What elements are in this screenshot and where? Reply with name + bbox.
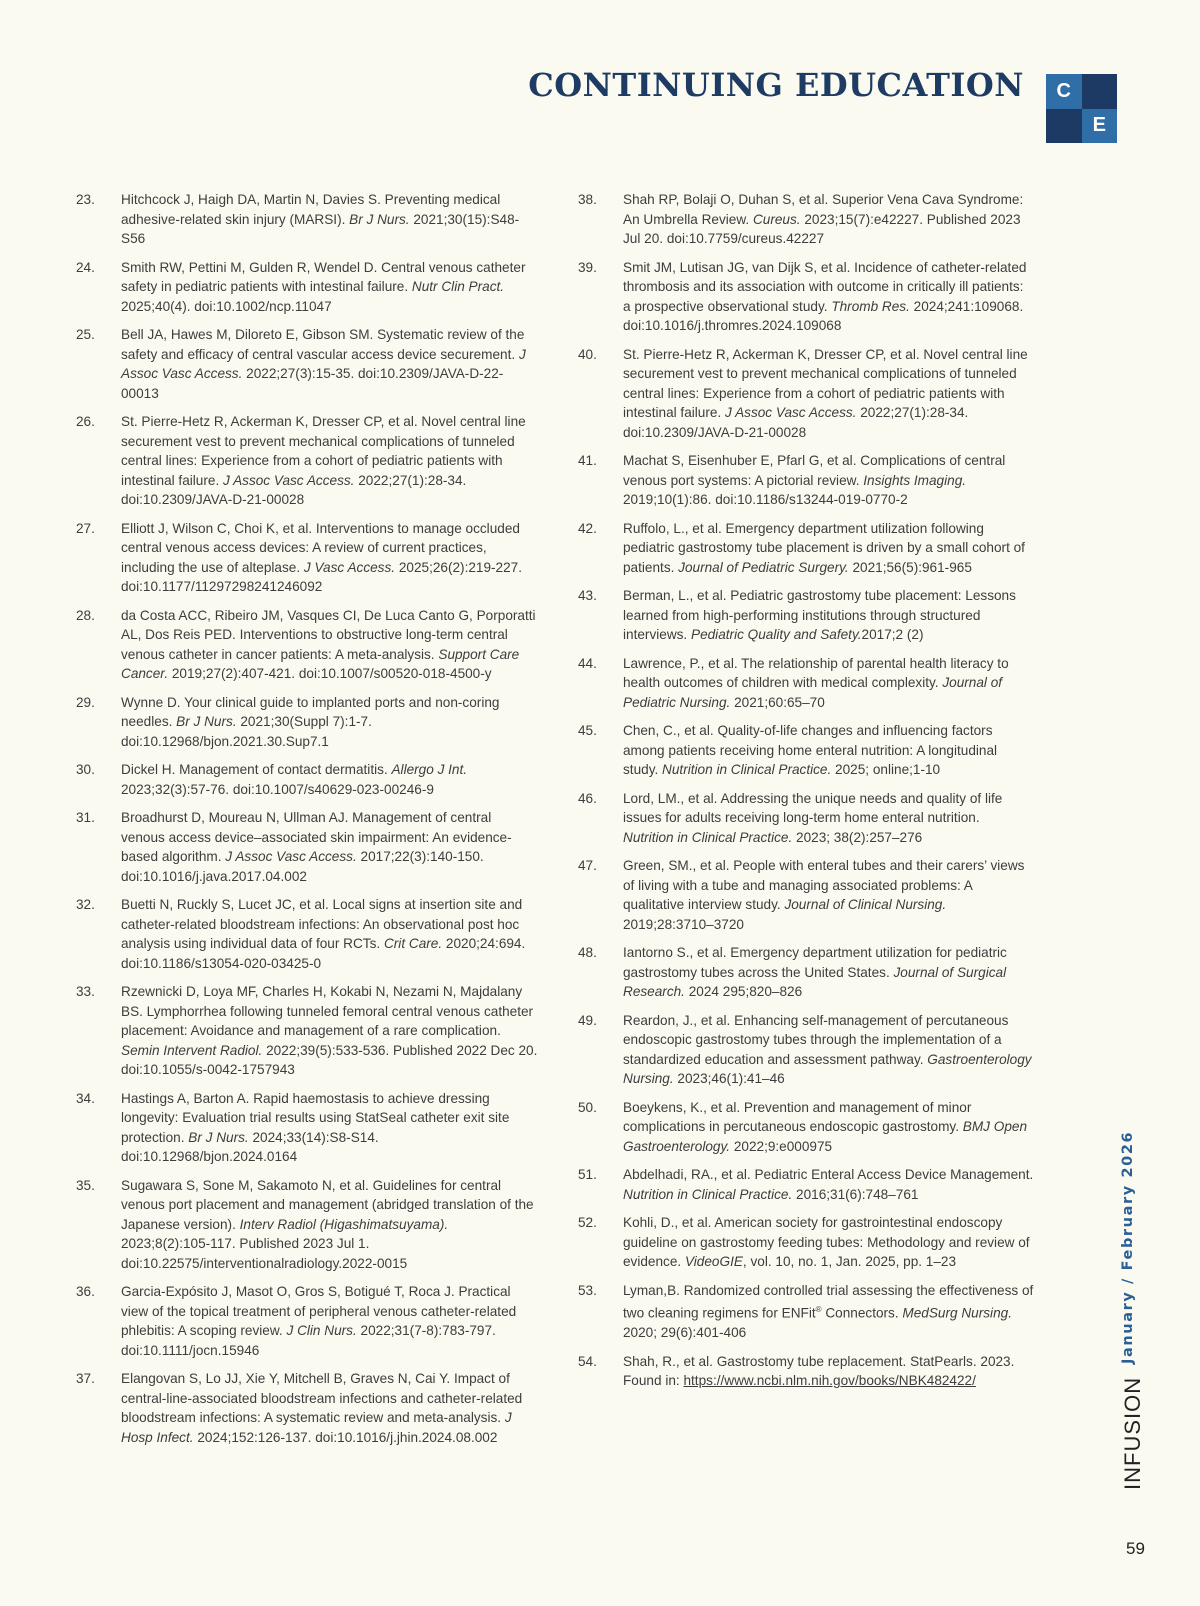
reference-item <box>76 325 538 403</box>
reference-text-segment: Machat S, Eisenhuber E, Pfarl G, et al. Complications of central venous port systems: A pictorial review. <box>623 453 1006 488</box>
reference-text <box>121 1369 538 1447</box>
reference-text <box>623 190 1034 249</box>
ce-logo-block <box>1082 74 1118 109</box>
reference-text <box>623 519 1034 578</box>
reference-text-segment: Kohli, D., et al. American society for gastrointestinal endoscopy guideline on gastrostomy feeding tubes: Methodology and review of evidence. <box>623 1215 1030 1269</box>
reference-text-segment: 2019;28:3710–3720 <box>623 916 744 932</box>
journal-name: Support Care Cancer. <box>121 646 520 681</box>
reference-text-segment: 2025;26(2):219-227. doi:10.1177/11297298241246092 <box>121 559 523 594</box>
reference-text <box>121 325 538 403</box>
reference-text-segment: 2019;10(1):86. doi:10.1186/s13244-019-0770-2 <box>623 492 908 507</box>
reference-text <box>121 760 538 799</box>
reference-text <box>121 693 538 752</box>
reference-text-segment: Wynne D. Your clinical guide to implanted ports and non-coring needles. <box>121 694 500 729</box>
reference-number: 44. <box>578 655 597 671</box>
reference-text <box>121 606 538 684</box>
reference-item <box>76 1089 538 1167</box>
reference-text <box>623 586 1034 645</box>
reference-text-segment: Boeykens, K., et al. Prevention and management of minor complications in percutaneous endoscopic gastrostomy. <box>623 1099 972 1134</box>
reference-item <box>578 789 1034 848</box>
section-title: CONTINUING EDUCATION <box>528 66 1024 104</box>
reference-text <box>623 789 1034 848</box>
reference-text <box>623 1165 1034 1204</box>
reference-item <box>76 519 538 597</box>
journal-name: Crit Care. <box>383 936 443 951</box>
journal-name: Nutr Clin Pract. <box>411 279 505 294</box>
reference-text-segment: Lawrence, P., et al. The relationship of parental health literacy to health outcomes of children with medical complexity. <box>623 655 1009 690</box>
reference-text-segment: 2022;27(1):28-34. doi:10.2309/JAVA-D-21-00028 <box>121 472 467 507</box>
journal-name: Br J Nurs. <box>349 211 410 227</box>
reference-text <box>121 519 538 597</box>
reference-text <box>121 1089 538 1167</box>
reference-text-segment: Smith RW, Pettini M, Gulden R, Wendel D. Central venous catheter safety in pediatric patients with intestinal failure. <box>121 259 526 294</box>
reference-text <box>121 895 538 973</box>
reference-text-segment: Elangovan S, Lo JJ, Xie Y, Mitchell B, Graves N, Cai Y. Impact of central-line-associated bloodstream infections and catheter-related bloodstream infections: A systematic review and meta-analysis. <box>121 1371 523 1425</box>
reference-text-segment: Lyman,B. Randomized controlled trial assessing the effectiveness of two cleaning regimens for ENFit <box>623 1282 1034 1321</box>
reference-number: 27. <box>76 520 95 536</box>
reference-item <box>578 721 1034 780</box>
reference-number: 30. <box>76 762 95 777</box>
reference-text-segment: 2021;30(Suppl 7):1-7. doi:10.12968/bjon.2021.30.Sup7.1 <box>121 714 372 749</box>
journal-name: J Assoc Vasc Access. <box>725 405 857 420</box>
journal-name: Journal of Pediatric Surgery. <box>678 559 849 575</box>
reference-number: 51. <box>578 1167 597 1182</box>
reference-text <box>623 1098 1034 1157</box>
reference-number: 47. <box>578 858 597 873</box>
journal-name: Nutrition in Clinical Practice. <box>623 829 793 845</box>
reference-item <box>76 258 538 317</box>
reference-item <box>578 519 1034 578</box>
reference-number: 26. <box>76 414 95 429</box>
reference-number: 45. <box>578 723 597 738</box>
journal-name: Gastroenterology Nursing. <box>623 1051 1032 1086</box>
journal-name: Interv Radiol (Higashimatsuyama). <box>239 1216 449 1232</box>
reference-text-segment: 2022;9:e000975 <box>730 1138 833 1154</box>
ce-logo-letter-c: C <box>1046 74 1082 109</box>
reference-item <box>578 1098 1034 1157</box>
reference-text-segment: Hitchcock J, Haigh DA, Martin N, Davies S. Preventing medical adhesive-related skin injury (MARSI). <box>121 192 501 227</box>
reference-link[interactable]: https://www.ncbi.nlm.nih.gov/books/NBK482422/ <box>683 1373 976 1389</box>
reference-item <box>578 1352 1034 1391</box>
reference-text-segment: 2023;8(2):105-117. Published 2023 Jul 1. doi:10.22575/interventionalradiology.2022-0015 <box>121 1236 408 1271</box>
reference-text-segment: Ruffolo, L., et al. Emergency department utilization following pediatric gastrostomy tube placement is driven by a small cohort of patients. <box>623 520 1025 575</box>
reference-text-segment: 2025; online;1-10 <box>831 762 941 777</box>
journal-name: Thromb Res. <box>831 298 910 314</box>
reference-text <box>623 345 1034 443</box>
reference-text <box>623 654 1034 713</box>
reference-number: 38. <box>578 192 597 207</box>
reference-text-segment: Shah RP, Bolaji O, Duhan S, et al. Superior Vena Cava Syndrome: An Umbrella Review. <box>623 192 1024 227</box>
reference-number: 34. <box>76 1090 95 1106</box>
reference-number: 42. <box>578 520 597 536</box>
references-right-column <box>578 190 1034 1400</box>
reference-item <box>578 258 1034 336</box>
reference-text-segment: Chen, C., et al. Quality-of-life changes and influencing factors among patients receiving home enteral nutrition: A longitudinal study. <box>623 723 998 777</box>
reference-text <box>623 856 1034 934</box>
reference-item <box>76 606 538 684</box>
reference-number: 32. <box>76 897 95 912</box>
reference-text <box>623 1213 1034 1272</box>
reference-item <box>578 451 1034 510</box>
reference-number: 43. <box>578 588 597 603</box>
reference-text <box>121 982 538 1080</box>
reference-text-segment: Reardon, J., et al. Enhancing self-management of percutaneous endoscopic gastrostomy tubes through the implementation of a standardized education and assessment pathway. <box>623 1012 1009 1067</box>
journal-name: MedSurg Nursing. <box>902 1305 1012 1321</box>
journal-name: J Clin Nurs. <box>286 1323 357 1338</box>
reference-text-segment: Buetti N, Ruckly S, Lucet JC, et al. Local signs at insertion site and catheter-related bloodstream infections: An observational post hoc analysis using individual data of four RCTs. <box>121 897 523 951</box>
reference-item <box>76 1282 538 1360</box>
ce-logo <box>1046 74 1117 143</box>
reference-number: 37. <box>76 1371 95 1386</box>
reference-number: 40. <box>578 346 597 362</box>
reference-text-segment: 2023;32(3):57-76. doi:10.1007/s40629-023-00246-9 <box>121 781 434 797</box>
journal-name: Nutrition in Clinical Practice. <box>623 1186 793 1202</box>
issue-date: January / February 2026 <box>1120 1130 1136 1364</box>
registered-mark: ® <box>815 1305 822 1314</box>
reference-number: 39. <box>578 259 597 275</box>
reference-item <box>578 190 1034 249</box>
reference-text-segment: 2017;2 (2) <box>861 627 924 642</box>
reference-number: 25. <box>76 327 95 342</box>
reference-number: 48. <box>578 945 597 960</box>
reference-text-segment: 2023;46(1):41–46 <box>673 1071 785 1086</box>
reference-text-segment: Abdelhadi, RA., et al. Pediatric Enteral Access Device Management. <box>623 1167 1034 1182</box>
reference-item <box>578 345 1034 443</box>
reference-number: 31. <box>76 810 95 825</box>
reference-text-segment: 2024 295;820–826 <box>684 984 803 999</box>
reference-text-segment: 2023; 38(2):257–276 <box>792 829 923 845</box>
reference-item <box>76 693 538 752</box>
reference-number: 52. <box>578 1215 597 1230</box>
reference-number: 54. <box>578 1353 597 1369</box>
journal-name: Pediatric Quality and Safety. <box>691 627 862 642</box>
reference-text-segment: Broadhurst D, Moureau N, Ullman AJ. Management of central venous access device–associated skin impairment: An evidence-based algorithm. <box>121 810 512 864</box>
reference-text-segment: St. Pierre-Hetz R, Ackerman K, Dresser CP, et al. Novel central line securement vest to prevent mechanical complications of tunneled central lines: Experience from a cohort of pediatric patients with intestinal failure. <box>121 414 526 488</box>
reference-text <box>623 1011 1034 1089</box>
reference-number: 35. <box>76 1177 95 1193</box>
reference-text <box>623 1352 1034 1391</box>
journal-name: Allergo J Int. <box>391 762 468 777</box>
reference-text-segment: Garcia-Expósito J, Masot O, Gros S, Botigué T, Roca J. Practical view of the topical treatment of peripheral venous catheter-related phlebitis: A scoping review. <box>121 1284 517 1338</box>
reference-text-segment: Elliott J, Wilson C, Choi K, et al. Interventions to manage occluded central venous access devices: A review of current practices, including the use of alteplase. <box>121 520 520 575</box>
reference-text-segment: St. Pierre-Hetz R, Ackerman K, Dresser CP, et al. Novel central line securement vest to prevent mechanical complications of tunneled central lines: Experience from a cohort of pediatric patients with intestinal failure. <box>623 346 1028 420</box>
reference-text-segment: 2022;39(5):533-536. Published 2022 Dec 20. doi:10.1055/s-0042-1757943 <box>121 1042 538 1077</box>
journal-name: Semin Intervent Radiol. <box>121 1042 263 1058</box>
journal-name: BMJ Open Gastroenterology. <box>623 1119 1027 1154</box>
journal-name: Nutrition in Clinical Practice. <box>662 762 832 777</box>
reference-text-segment: Bell JA, Hawes M, Diloreto E, Gibson SM. Systematic review of the safety and efficacy of central vascular access device securement. <box>121 327 525 362</box>
journal-name: Cureus. <box>752 211 801 227</box>
journal-name: Br J Nurs. <box>188 1129 249 1145</box>
reference-number: 46. <box>578 790 597 806</box>
reference-text <box>121 412 538 510</box>
ce-logo-letter-e: E <box>1082 109 1118 144</box>
reference-text-segment: Shah, R., et al. Gastrostomy tube replacement. StatPearls. 2023. Found in: <box>623 1353 1015 1389</box>
reference-number: 23. <box>76 192 95 207</box>
reference-text <box>121 1282 538 1360</box>
reference-item <box>578 1281 1034 1343</box>
reference-text-segment: 2024;241:109068. doi:10.1016/j.thromres.2024.109068 <box>623 298 1024 333</box>
reference-text-segment: 2024;33(14):S8-S14. doi:10.12968/bjon.2024.0164 <box>121 1129 379 1164</box>
reference-text-segment: Green, SM., et al. People with enteral tubes and their carers’ views of living with a tube and managing associated problems: A qualitative interview study. <box>623 858 1025 912</box>
journal-name: Insights Imaging. <box>863 472 967 488</box>
reference-text-segment: 2017;22(3):140-150. doi:10.1016/j.java.2017.04.002 <box>121 849 484 884</box>
reference-item <box>76 412 538 510</box>
reference-text-segment: Iantorno S., et al. Emergency department utilization for pediatric gastrostomy tubes across the United States. <box>623 945 1007 980</box>
reference-number: 28. <box>76 607 95 623</box>
journal-name: Br J Nurs. <box>176 714 237 729</box>
reference-text-segment: 2020; 29(6):401-406 <box>623 1325 747 1341</box>
reference-text-segment: 2022;31(7-8):783-797. doi:10.1111/jocn.15946 <box>121 1323 496 1358</box>
reference-text-segment: 2020;24:694. doi:10.1186/s13054-020-03425-0 <box>121 936 526 971</box>
reference-item <box>578 856 1034 934</box>
journal-name: J Vasc Access. <box>303 559 396 575</box>
page-number: 59 <box>1126 1539 1145 1558</box>
reference-text <box>623 258 1034 336</box>
reference-item <box>578 1011 1034 1089</box>
reference-number: 50. <box>578 1099 597 1115</box>
reference-text-segment: 2016;31(6):748–761 <box>792 1186 919 1202</box>
reference-item <box>578 654 1034 713</box>
reference-item <box>76 1369 538 1447</box>
reference-item <box>76 760 538 799</box>
reference-number: 24. <box>76 259 95 275</box>
reference-number: 33. <box>76 984 95 999</box>
reference-item <box>76 808 538 886</box>
reference-text <box>623 721 1034 780</box>
reference-number: 53. <box>578 1282 597 1298</box>
reference-text-segment: Smit JM, Lutisan JG, van Dijk S, et al. Incidence of catheter-related thrombosis and its association with outcome in critically ill patients: a prospective observational study. <box>623 259 1027 314</box>
journal-name: J Assoc Vasc Access. <box>225 849 357 864</box>
ce-logo-block <box>1046 109 1082 144</box>
reference-number: 49. <box>578 1012 597 1028</box>
reference-text-segment: 2021;60:65–70 <box>730 694 825 710</box>
references-left-column <box>76 190 538 1456</box>
reference-item <box>76 190 538 249</box>
reference-text-segment: Berman, L., et al. Pediatric gastrostomy tube placement: Lessons learned from high-performing institutions through structured interviews. <box>623 588 1016 642</box>
reference-item <box>578 1213 1034 1272</box>
reference-text <box>121 258 538 317</box>
reference-item <box>76 1176 538 1274</box>
reference-text-segment: 2022;27(3):15-35. doi:10.2309/JAVA-D-22-00013 <box>121 366 504 401</box>
reference-item <box>76 982 538 1080</box>
reference-text-segment: Lord, LM., et al. Addressing the unique needs and quality of life issues for adults receiving long-term home enteral nutrition. <box>623 790 1003 825</box>
journal-name: VideoGIE <box>684 1254 743 1269</box>
reference-text <box>623 451 1034 510</box>
reference-text <box>121 190 538 249</box>
reference-text <box>121 1176 538 1274</box>
reference-text-segment: 2022;27(1):28-34. doi:10.2309/JAVA-D-21-00028 <box>623 405 969 440</box>
reference-number: 29. <box>76 694 95 710</box>
journal-name: J Assoc Vasc Access. <box>121 346 526 381</box>
reference-text-segment: da Costa ACC, Ribeiro JM, Vasques CI, De Luca Canto G, Porporatti AL, Dos Reis PED. Interventions to obstructive long-term central venous catheter in cancer patients: A meta-analysis. <box>121 607 536 662</box>
reference-text-segment: Dickel H. Management of contact dermatitis. <box>121 762 392 777</box>
journal-name: J Assoc Vasc Access. <box>223 472 355 488</box>
reference-text-segment: Sugawara S, Sone M, Sakamoto N, et al. Guidelines for central venous port placement and management (abridged translation of the Japanese version). <box>121 1177 534 1232</box>
reference-text-segment: 2023;15(7):e42227. Published 2023 Jul 20. doi:10.7759/cureus.42227 <box>623 211 1021 246</box>
journal-name: Journal of Surgical Research. <box>623 964 1007 999</box>
magazine-logo: INFUSION <box>1120 1376 1145 1490</box>
reference-text-segment: 2021;56(5):961-965 <box>848 559 972 575</box>
reference-text-segment: , vol. 10, no. 1, Jan. 2025, pp. 1–23 <box>742 1254 957 1269</box>
reference-number: 41. <box>578 453 597 468</box>
reference-item <box>578 943 1034 1002</box>
journal-name: Journal of Clinical Nursing. <box>784 897 947 912</box>
reference-text <box>623 943 1034 1002</box>
reference-text-segment: Connectors. <box>821 1305 903 1321</box>
reference-text-segment: 2024;152:126-137. doi:10.1016/j.jhin.2024.08.002 <box>193 1429 498 1445</box>
reference-text-segment: 2025;40(4). doi:10.1002/ncp.11047 <box>121 298 332 314</box>
reference-text-segment: Hastings A, Barton A. Rapid haemostasis to achieve dressing longevity: Evaluation trial results using StatSeal catheter exit site protection. <box>121 1090 510 1145</box>
reference-item <box>76 895 538 973</box>
reference-text-segment: 2019;27(2):407-421. doi:10.1007/s00520-018-4500-y <box>168 666 492 681</box>
reference-item <box>578 1165 1034 1204</box>
reference-text <box>121 808 538 886</box>
reference-text <box>623 1281 1034 1343</box>
reference-text-segment: 2021;30(15):S48-S56 <box>121 211 520 246</box>
reference-text-segment: Rzewnicki D, Loya MF, Charles H, Kokabi N, Nezami N, Majdalany BS. Lymphorrhea following tunneled femoral central venous catheter placement: Avoidance and management of a rare complication. <box>121 984 534 1038</box>
journal-name: J Hosp Infect. <box>121 1410 512 1445</box>
journal-name: Journal of Pediatric Nursing. <box>623 675 1003 710</box>
reference-number: 36. <box>76 1284 95 1299</box>
reference-item <box>578 586 1034 645</box>
